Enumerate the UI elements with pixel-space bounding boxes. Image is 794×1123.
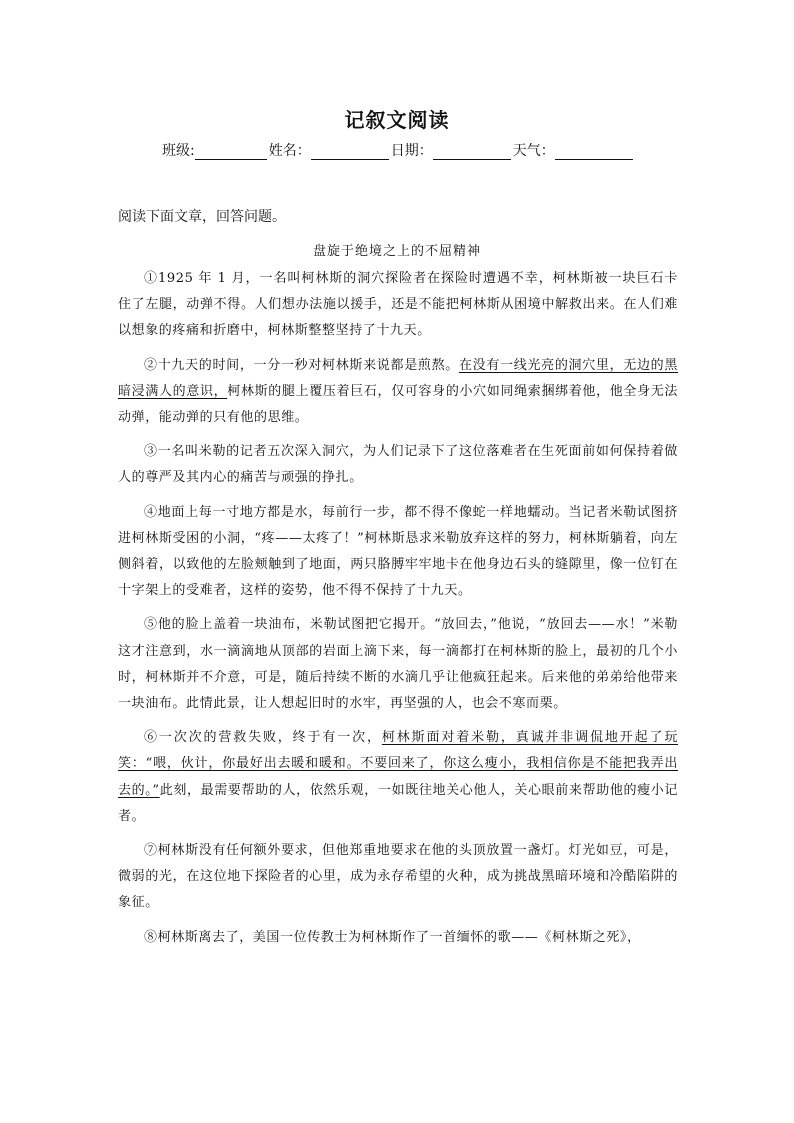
paragraph-3: ③一名叫米勒的记者五次深入洞穴，为人们记录下了这位落难者在生死面前如何保持着做人的尊严及其内心的痛苦与顽强的挣扎。: [118, 444, 678, 486]
paragraph-2-text-a: ②十九天的时间，一分一秒对柯林斯来说都是煎熬。: [144, 357, 459, 373]
weather-label: 天气：: [512, 143, 555, 159]
page-title: 记叙文阅读: [344, 108, 450, 132]
paragraph-2: [118, 353, 678, 432]
date-label: 日期：: [390, 143, 433, 159]
essay-body: [118, 266, 678, 959]
paragraph-5: ⑤他的脸上盖着一块油布，米勒试图把它揭开。“放回去，”他说，“放回去——水！”米勒这才注意到，水一滴滴地从顶部的岩面上滴下来，每一滴都打在柯林斯的脸上，最初的几个小时，柯林斯并不介意，可是，随后持续不断的水滴几乎让他疯狂起来。后来他的弟弟给他带来一块油布。此情此景，让人想起旧时的水牢，再坚强的人，也会不寒而栗。: [118, 617, 678, 712]
weather-blank: [555, 143, 633, 160]
paragraph-7: ⑦柯林斯没有任何额外要求，但他郑重地要求在他的头顶放置一盏灯。灯光如豆，可是，微弱的光，在这位地下探险者的心里，成为永存希望的火种，成为挑战黑暗环境和冷酷陷阱的象征。: [118, 843, 678, 911]
class-field: [162, 140, 269, 160]
name-label: 姓名：: [268, 143, 311, 159]
reading-instruction: 阅读下面文章，回答问题。: [118, 209, 286, 225]
class-label: 班级:: [162, 143, 195, 159]
paragraph-2-underlined: 在没有一线光亮的洞穴里，无边的黑暗浸满人的意识，: [118, 357, 678, 399]
paragraph-1: ①1925 年 1 月，一名叫柯林斯的洞穴探险者在探险时遭遇不幸，柯林斯被一块巨石卡住了左腿，动弹不得。人们想办法施以援手，还是不能把柯林斯从困境中解救出来。在人们难以想象的疼痛和折磨中，柯林斯整整坚持了十九天。: [118, 271, 678, 339]
paragraph-6-underlined: 柯林斯面对着米勒，真诚并非调侃地开起了玩笑：“喂，伙计，你最好出去暖和暖和。不要回来了，你这么瘦小，我相信你是不能把我弄出去的。”: [118, 730, 678, 798]
paragraph-6-text-a: ⑥一次次的营救失败，终于有一次，: [144, 730, 382, 746]
name-blank: [311, 143, 389, 160]
date-blank: [433, 143, 511, 160]
weather-field: [513, 140, 635, 160]
date-field: [391, 140, 513, 160]
paragraph-8: ⑧柯林斯离去了，美国一位传教士为柯林斯作了一首缅怀的歌——《柯林斯之死》，: [144, 929, 641, 945]
class-blank: [195, 143, 267, 160]
paragraph-2-text-b: 柯林斯的腿上覆压着巨石，仅可容身的小穴如同绳索捆绑着他，他全身无法动弹，能动弹的只有他的思维。: [118, 383, 678, 426]
name-field: [269, 140, 391, 160]
essay-title: 盘旋于绝境之上的不屈精神: [312, 244, 481, 259]
paragraph-4: ④地面上每一寸地方都是水，每前行一步，都不得不像蛇一样地蠕动。当记者米勒试图挤进柯林斯受困的小洞，“疼——太疼了！”柯林斯恳求米勒放弃这样的努力，柯林斯躺着，向左侧斜着，以致他的左脸颊触到了地面，两只胳膊牢牢地卡在他身边石头的缝隙里，像一位钉在十字架上的受难者，这样的姿势，他不得不保持了十九天。: [118, 504, 678, 599]
paragraph-6: [118, 725, 678, 830]
student-info-line: [162, 140, 635, 160]
paragraph-6-text-b: 此刻，最需要帮助的人，依然乐观，一如既往地关心他人，关心眼前来帮助他的瘦小记者。: [118, 782, 678, 824]
